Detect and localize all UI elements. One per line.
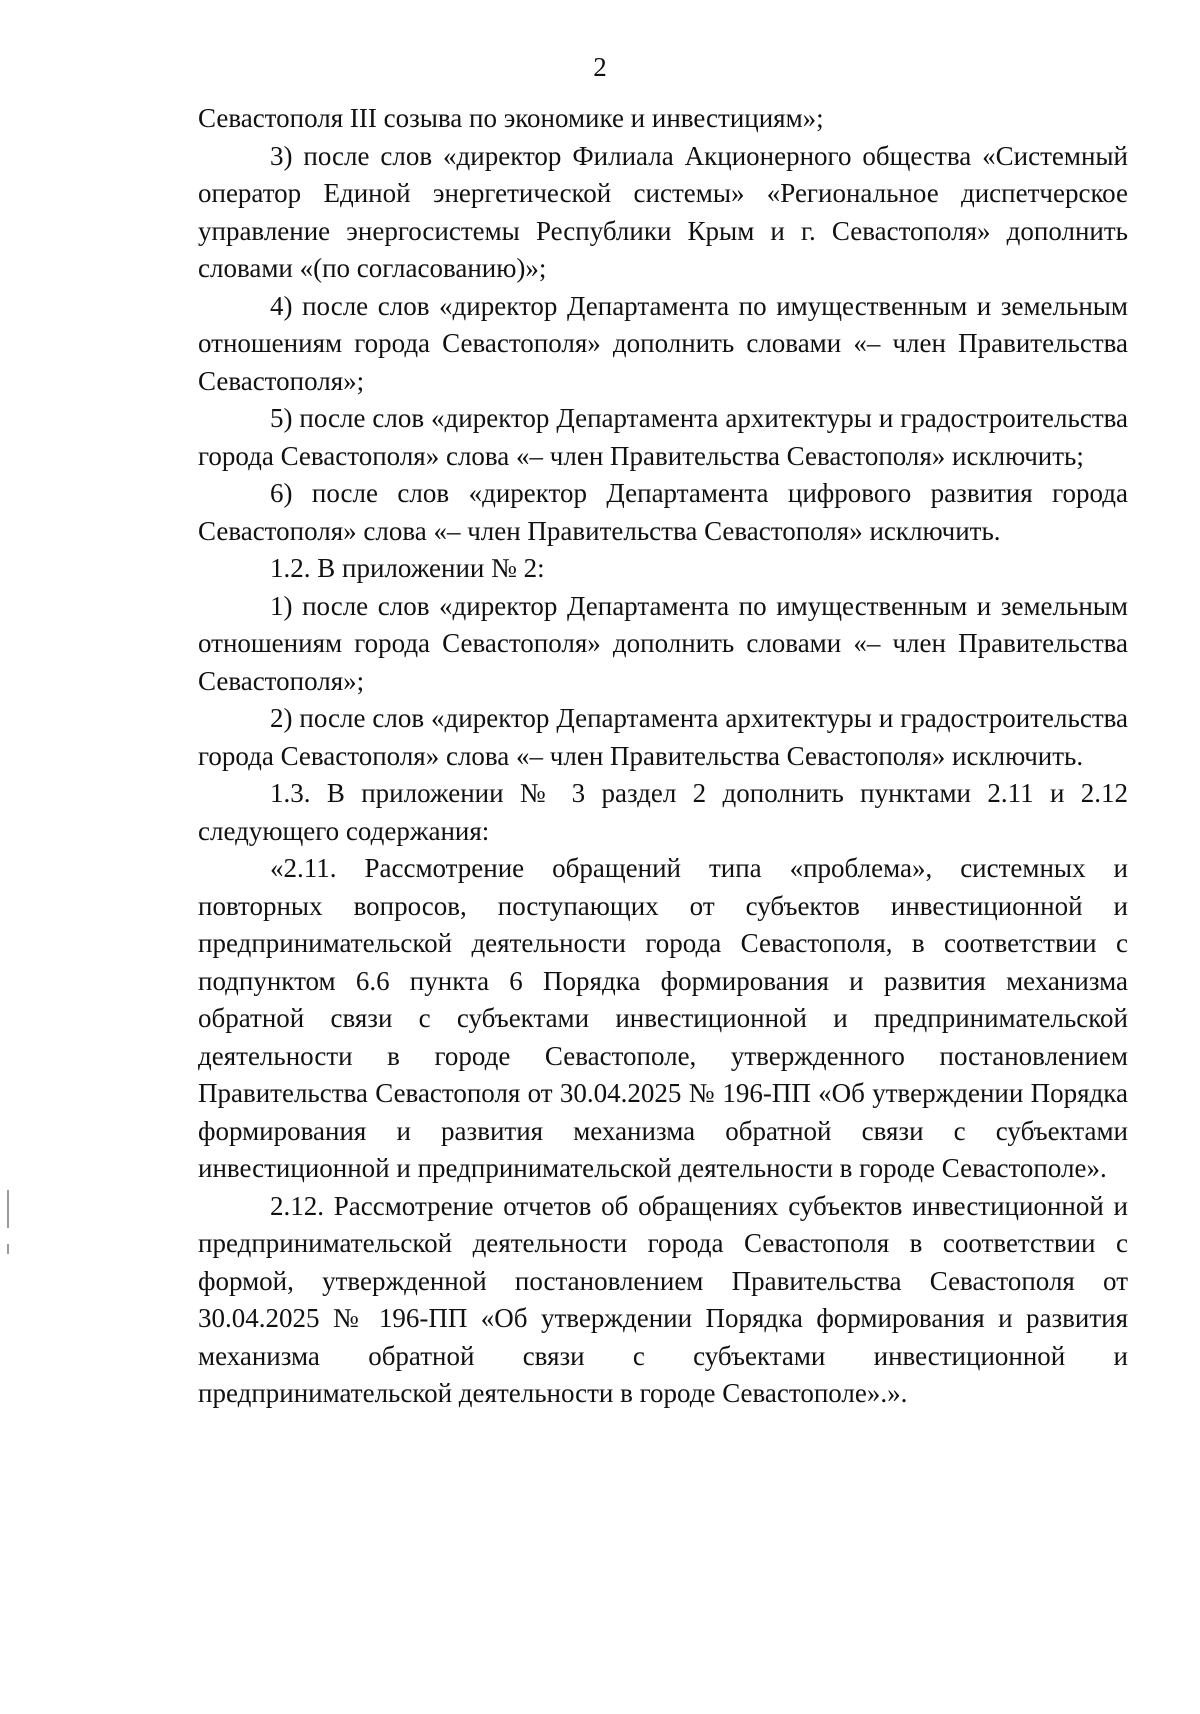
paragraph-section-1-2: 1.2. В приложении № 2: [270, 553, 545, 583]
document-body [198, 100, 1128, 1413]
scan-artifact [7, 1244, 9, 1254]
scan-artifact [7, 1190, 9, 1228]
paragraph-point-2-12: 2.12. Рассмотрение отчетов об обращениях субъектов инвестиционной и предпринимательской деятельности города Севастополя в соответствии с формой, утвержденной постановлением Правительства Севастополя от 30.04.2025 № 196-ПП «Об утверждении Порядка формирования и развития механизма обратной связи с субъектами инвестиционной и предпринимательской деятельности в городе Севастополе».». [198, 1190, 1128, 1408]
paragraph-item-1: 1) после слов «директор Департамента по имущественным и земельным отношениям города Севастополя» дополнить словами «– член Правительства Севастополя»; [198, 590, 1128, 696]
paragraph-item-6: 6) после слов «директор Департамента цифрового развития города Севастополя» слова «– член Правительства Севастополя» исключить. [198, 478, 1128, 546]
paragraph-point-2-11: «2.11. Рассмотрение обращений типа «проблема», системных и повторных вопросов, поступающих от субъектов инвестиционной и предпринимательской деятельности города Севастополя, в соответствии с подпунктом 6.6 пункта 6 Порядка формирования и развития механизма обратной связи с субъектами инвестиционной и предпринимательской деятельности в городе Севастополе, утвержденного постановлением Правительства Севастополя от 30.04.2025 № 196-ПП «Об утверждении Порядка формирования и развития механизма обратной связи с субъектами инвестиционной и предпринимательской деятельности в городе Севастополе». [198, 853, 1128, 1183]
paragraph-item-4: 4) после слов «директор Департамента по имущественным и земельным отношениям города Севастополя» дополнить словами «– член Правительства Севастополя»; [198, 290, 1128, 396]
paragraph-section-1-3: 1.3. В приложении № 3 раздел 2 дополнить пунктами 2.11 и 2.12 следующего содержания: [198, 778, 1128, 846]
paragraph-item-3: 3) после слов «директор Филиала Акционерного общества «Системный оператор Единой энергетической системы» «Региональное диспетчерское управление энергосистемы Республики Крым и г. Севастополя» дополнить словами «(по согласованию)»; [198, 140, 1128, 283]
paragraph-continuation: Севастополя III созыва по экономике и инвестициям»; [198, 103, 824, 133]
page-number: 2 [593, 52, 607, 82]
paragraph-item-5: 5) после слов «директор Департамента архитектуры и градостроительства города Севастополя» слова «– член Правительства Севастополя» исключить; [198, 403, 1128, 471]
paragraph-item-2: 2) после слов «директор Департамента архитектуры и градостроительства города Севастополя» слова «– член Правительства Севастополя» исключить. [198, 703, 1128, 771]
